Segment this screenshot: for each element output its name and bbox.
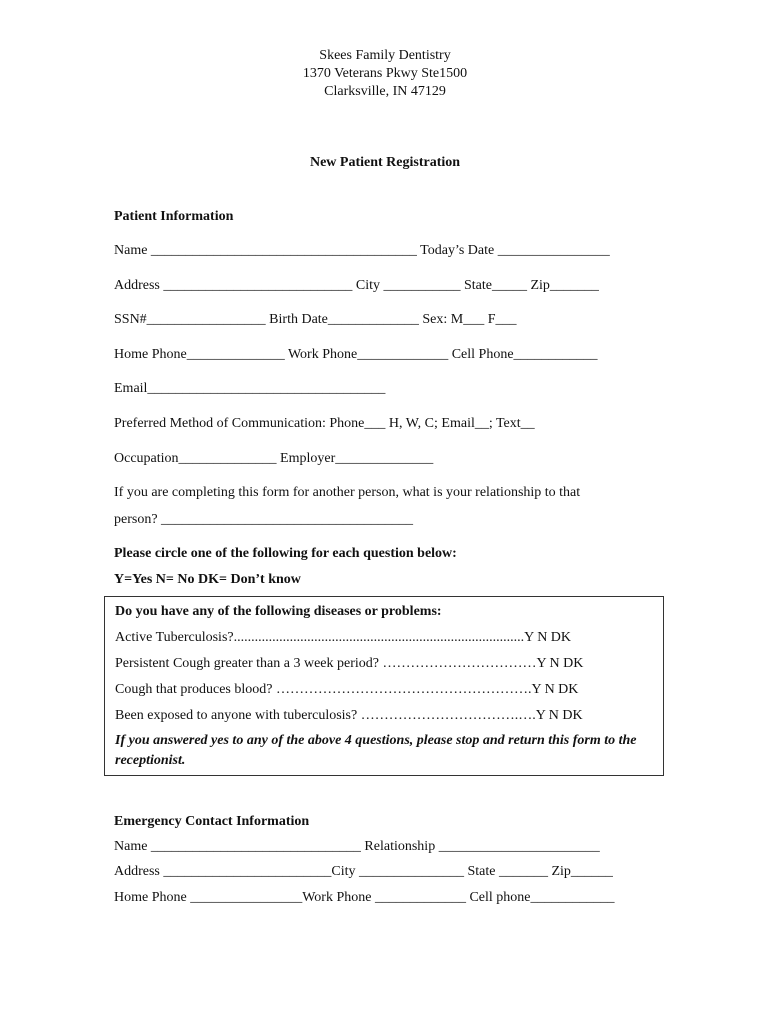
relationship-field[interactable]: person? ____________________________________ (114, 512, 414, 527)
disease-box-heading: Do you have any of the following diseases or problems: (115, 604, 442, 619)
practice-address: 1370 Veterans Pkwy Ste1500 (302, 66, 468, 81)
emergency-phone-field[interactable]: Home Phone ________________Work Phone _____________ Cell phone____________ (114, 890, 615, 905)
address-field[interactable]: Address ___________________________ City ___________ State_____ Zip_______ (114, 278, 599, 293)
ssn-birth-sex-field[interactable]: SSN#_________________ Birth Date_____________ Sex: M___ F___ (114, 312, 517, 327)
practice-city: Clarksville, IN 47129 (324, 84, 446, 99)
question-persistent-cough[interactable]: Persistent Cough greater than a 3 week period? ……………………………Y N DK (115, 656, 584, 671)
form-title: New Patient Registration (309, 155, 461, 170)
name-date-field[interactable]: Name ______________________________________ Today’s Date ________________ (114, 243, 610, 258)
emergency-address-field[interactable]: Address ________________________City _______________ State _______ Zip______ (114, 864, 613, 879)
answer-key: Y=Yes N= No DK= Don’t know (114, 572, 301, 587)
stop-warning: If you answered yes to any of the above 4 questions, please stop and return this form to the receptionist. (115, 733, 637, 768)
practice-name: Skees Family Dentistry (319, 48, 451, 63)
communication-preference-field[interactable]: Preferred Method of Communication: Phone___ H, W, C; Email__; Text__ (114, 416, 535, 431)
emergency-name-field[interactable]: Name ______________________________ Relationship _______________________ (114, 839, 600, 854)
email-field[interactable]: Email__________________________________ (114, 381, 386, 396)
phone-fields[interactable]: Home Phone______________ Work Phone_____________ Cell Phone____________ (114, 347, 598, 362)
question-active-tb[interactable]: Active Tuberculosis?...................................................................................Y N DK (115, 630, 572, 645)
patient-info-heading: Patient Information (114, 209, 234, 224)
disease-screening-box (104, 596, 664, 776)
question-cough-blood[interactable]: Cough that produces blood? ……………………………………………….Y N DK (115, 682, 579, 697)
question-tb-exposure[interactable]: Been exposed to anyone with tuberculosis? …………………………….….Y N DK (115, 708, 583, 723)
relationship-question: If you are completing this form for another person, what is your relationship to that (114, 485, 581, 500)
instructions-line: Please circle one of the following for each question below: (114, 546, 457, 561)
emergency-heading: Emergency Contact Information (114, 814, 310, 829)
occupation-employer-field[interactable]: Occupation______________ Employer______________ (114, 451, 434, 466)
